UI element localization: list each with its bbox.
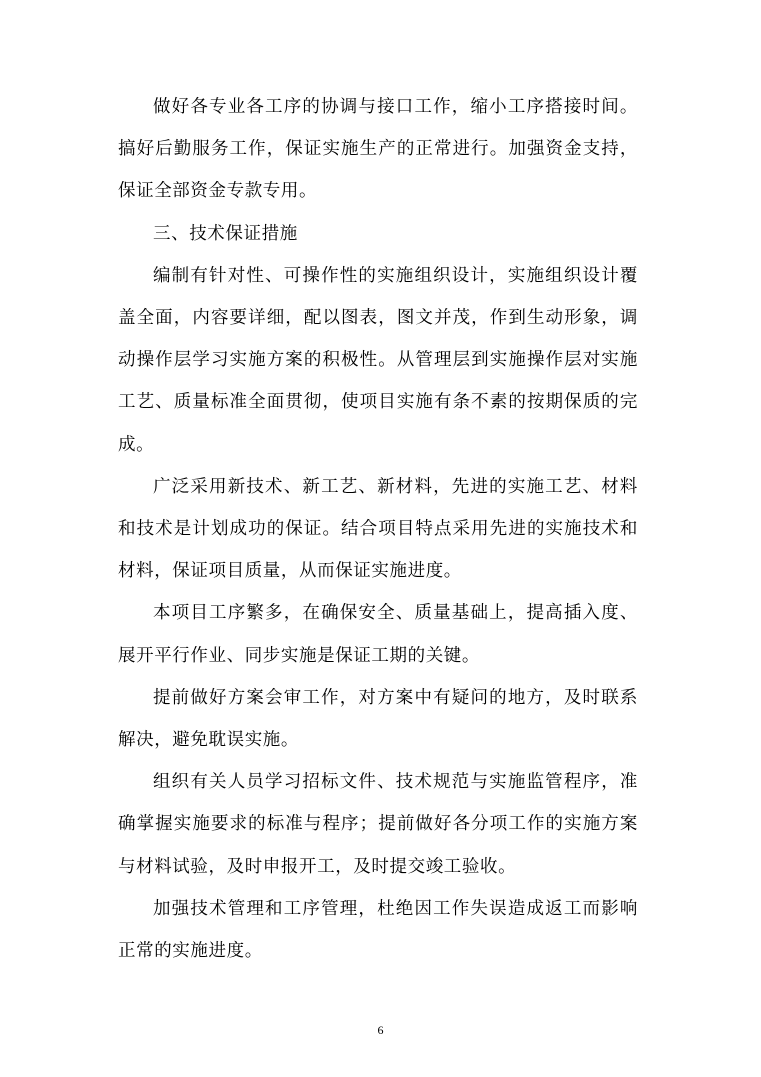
paragraph-staff-training: 组织有关人员学习招标文件、技术规范与实施监管程序，准确掌握实施要求的标准与程序；提前做好各分项工作的实施方案与材料试验，及时申报开工，及时提交竣工验收。	[118, 772, 638, 877]
paragraph-plan-review: 提前做好方案会审工作，对方案中有疑问的地方，及时联系解决，避免耽误实施。	[118, 687, 638, 751]
document-body	[118, 86, 638, 972]
paragraph-technical-management: 加强技术管理和工序管理，杜绝因工作失误造成返工而影响正常的实施进度。	[118, 898, 638, 962]
section-heading-technical-measures: 三、技术保证措施	[153, 223, 298, 244]
paragraph-parallel-work: 本项目工序繁多，在确保安全、质量基础上，提高插入度、展开平行作业、同步实施是保证工期的关键。	[118, 603, 638, 666]
page-number: 6	[377, 1023, 384, 1037]
paragraph-coordination: 做好各专业各工序的协调与接口工作，缩小工序搭接时间。搞好后勤服务工作，保证实施生产的正常进行。加强资金支持，保证全部资金专款专用。	[118, 97, 638, 202]
paragraph-organization-design: 编制有针对性、可操作性的实施组织设计，实施组织设计覆盖全面，内容要详细，配以图表，图文并茂，作到生动形象，调动操作层学习实施方案的积极性。从管理层到实施操作层对实施工艺、质量标准全面贯彻，使项目实施有条不素的按期保质的完成。	[118, 265, 638, 455]
paragraph-new-technology: 广泛采用新技术、新工艺、新材料，先进的实施工艺、材料和技术是计划成功的保证。结合项目特点采用先进的实施技术和材料，保证项目质量，从而保证实施进度。	[118, 476, 638, 582]
